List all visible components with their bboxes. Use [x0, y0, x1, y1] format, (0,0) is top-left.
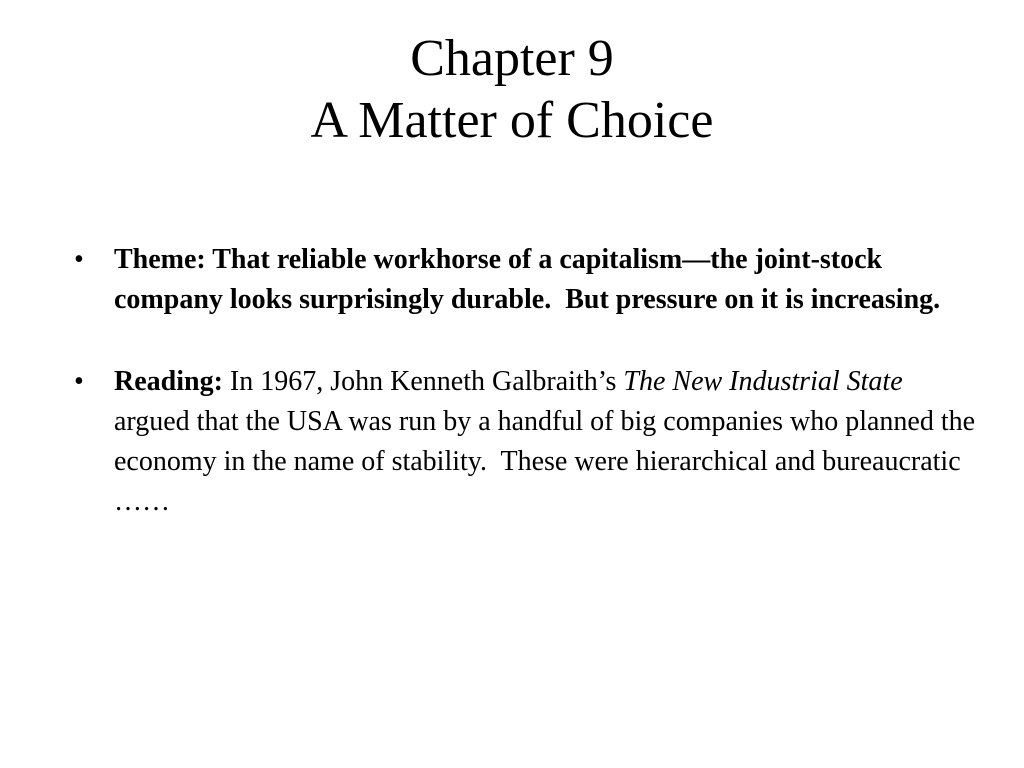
bullet-dot-icon: •	[74, 244, 84, 275]
slide-title	[0, 28, 1024, 152]
reading-book-title: The New Industrial State	[623, 366, 903, 397]
title-line-2: A Matter of Choice	[310, 92, 714, 149]
bullet-list	[74, 240, 984, 522]
reading-text-after: argued that the USA was run by a handful of big companies who planned the economy in the name of stability. These were hierarchical and bureaucratic ……	[114, 406, 976, 517]
reading-text-before: In 1967, John Kenneth Galbraith’s	[222, 366, 624, 397]
reading-label: Reading:	[114, 366, 223, 397]
title-line-1: Chapter 9	[410, 30, 614, 87]
theme-text: Theme: That reliable workhorse of a capitalism—the joint-stock company looks surprisingly durable. But pressure on it is increasing.	[114, 244, 941, 315]
bullet-theme	[74, 240, 984, 320]
bullet-reading	[74, 362, 984, 522]
bullet-dot-icon: •	[74, 366, 84, 397]
